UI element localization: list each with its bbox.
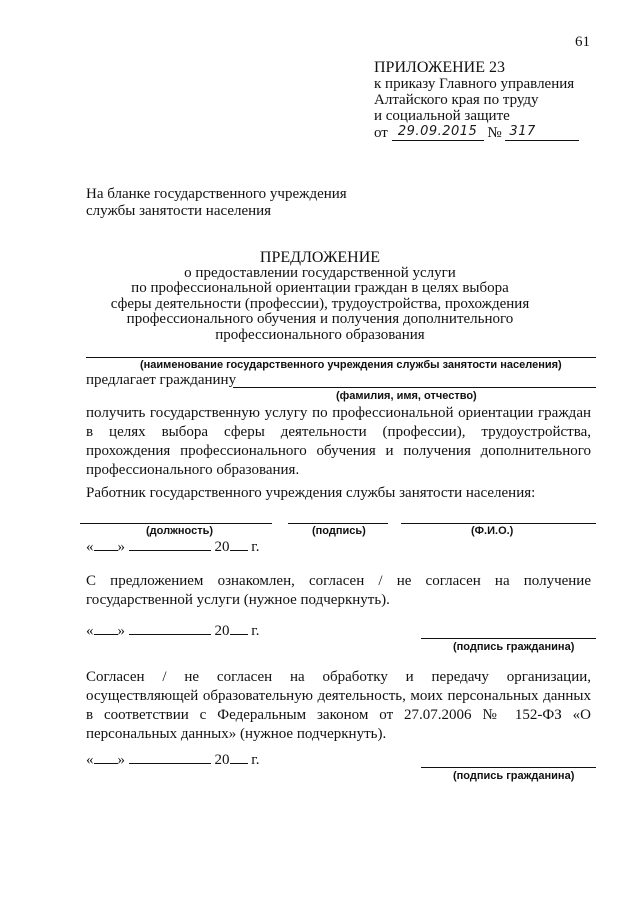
year-suffix: г.	[251, 752, 260, 768]
month-blank[interactable]	[129, 634, 211, 635]
annex-date-number-row	[374, 124, 614, 141]
annex-title: ПРИЛОЖЕНИЕ 23	[374, 59, 506, 76]
citizen-signature-caption: (подпись гражданина)	[453, 641, 575, 653]
worker-label: Работник государственного учреждения службы занятости населения:	[86, 485, 536, 501]
annex-header	[374, 60, 614, 141]
citizen-signature-line-2[interactable]	[421, 767, 596, 768]
date-close-quote: »	[117, 752, 125, 768]
service-paragraph: получить государственную услугу по профессиональной ориентации граждан в целях выбора сферы деятельности (профессии), трудоустройства, прохождения профессионального обучения и получения дополнительного профессионального образования.	[86, 405, 591, 478]
consent-paragraph: Согласен / не согласен на обработку и передачу организации, осуществляющей образовательную деятельность, моих персональных данных в соответствии с Федеральным законом от 27.07.2006 № 152-ФЗ «О персональных данных» (нужное подчеркнуть).	[86, 669, 591, 742]
fio-caption: (фамилия, имя, отчество)	[336, 390, 477, 402]
title-line-2: по профессиональной ориентации граждан в целях выбора	[131, 280, 509, 296]
title-line-3: сферы деятельности (профессии), трудоустройства, прохождения	[110, 295, 530, 312]
annex-line-3: и социальной защите	[374, 108, 510, 124]
blank-note-line-1: На бланке государственного учреждения	[86, 186, 347, 202]
year-prefix: 20	[214, 752, 230, 768]
date-close-quote: »	[117, 539, 125, 555]
date-open-quote: «	[86, 623, 94, 639]
title-line-4: профессионального обучения и получения дополнительного	[126, 311, 514, 327]
worker-name-line[interactable]	[401, 523, 596, 524]
offers-label: предлагает гражданину	[86, 372, 237, 388]
signature-caption: (подпись)	[312, 525, 366, 537]
citizen-signature-caption-2: (подпись гражданина)	[453, 770, 575, 782]
title-heading: ПРЕДЛОЖЕНИЕ	[259, 249, 381, 266]
position-caption: (должность)	[146, 525, 214, 537]
day-blank[interactable]	[94, 550, 118, 551]
date-open-quote: «	[86, 539, 94, 555]
day-blank[interactable]	[94, 763, 118, 764]
month-blank[interactable]	[129, 550, 211, 551]
year-blank[interactable]	[230, 550, 248, 551]
year-blank[interactable]	[230, 634, 248, 635]
citizen-name-line[interactable]	[233, 387, 596, 388]
signature-line[interactable]	[288, 523, 388, 524]
position-line[interactable]	[80, 523, 272, 524]
year-prefix: 20	[214, 623, 230, 639]
day-blank[interactable]	[94, 634, 118, 635]
year-suffix: г.	[251, 539, 260, 555]
date-open-quote: «	[86, 752, 94, 768]
institution-caption: (наименование государственного учреждения службы занятости населения)	[140, 359, 562, 371]
annex-line-2: Алтайского края по труду	[374, 92, 539, 108]
page-number: 61	[575, 34, 590, 50]
year-prefix: 20	[214, 539, 230, 555]
date-row-3	[86, 752, 259, 769]
annex-number-handwritten: 317	[505, 124, 579, 141]
annex-from-label: от	[374, 125, 388, 141]
blank-note-line-2: службы занятости населения	[86, 203, 272, 219]
annex-number-label: №	[487, 125, 502, 141]
year-blank[interactable]	[230, 763, 248, 764]
month-blank[interactable]	[129, 763, 211, 764]
date-row-1	[86, 539, 259, 556]
citizen-signature-line[interactable]	[421, 638, 596, 639]
institution-line[interactable]	[86, 357, 596, 358]
title-line-5: профессионального образования	[215, 326, 425, 343]
blank-note	[86, 186, 347, 220]
annex-date-handwritten: 29.09.2015	[392, 124, 484, 141]
date-row-2	[86, 623, 259, 640]
document-title	[110, 250, 530, 343]
annex-line-1: к приказу Главного управления	[374, 76, 575, 92]
title-line-1: о предоставлении государственной услуги	[184, 264, 456, 281]
date-close-quote: »	[117, 623, 125, 639]
name-caption: (Ф.И.О.)	[471, 525, 514, 537]
year-suffix: г.	[251, 623, 260, 639]
acquainted-paragraph: С предложением ознакомлен, согласен / не согласен на получение государственной услуги (нужное подчеркнуть).	[86, 573, 591, 608]
